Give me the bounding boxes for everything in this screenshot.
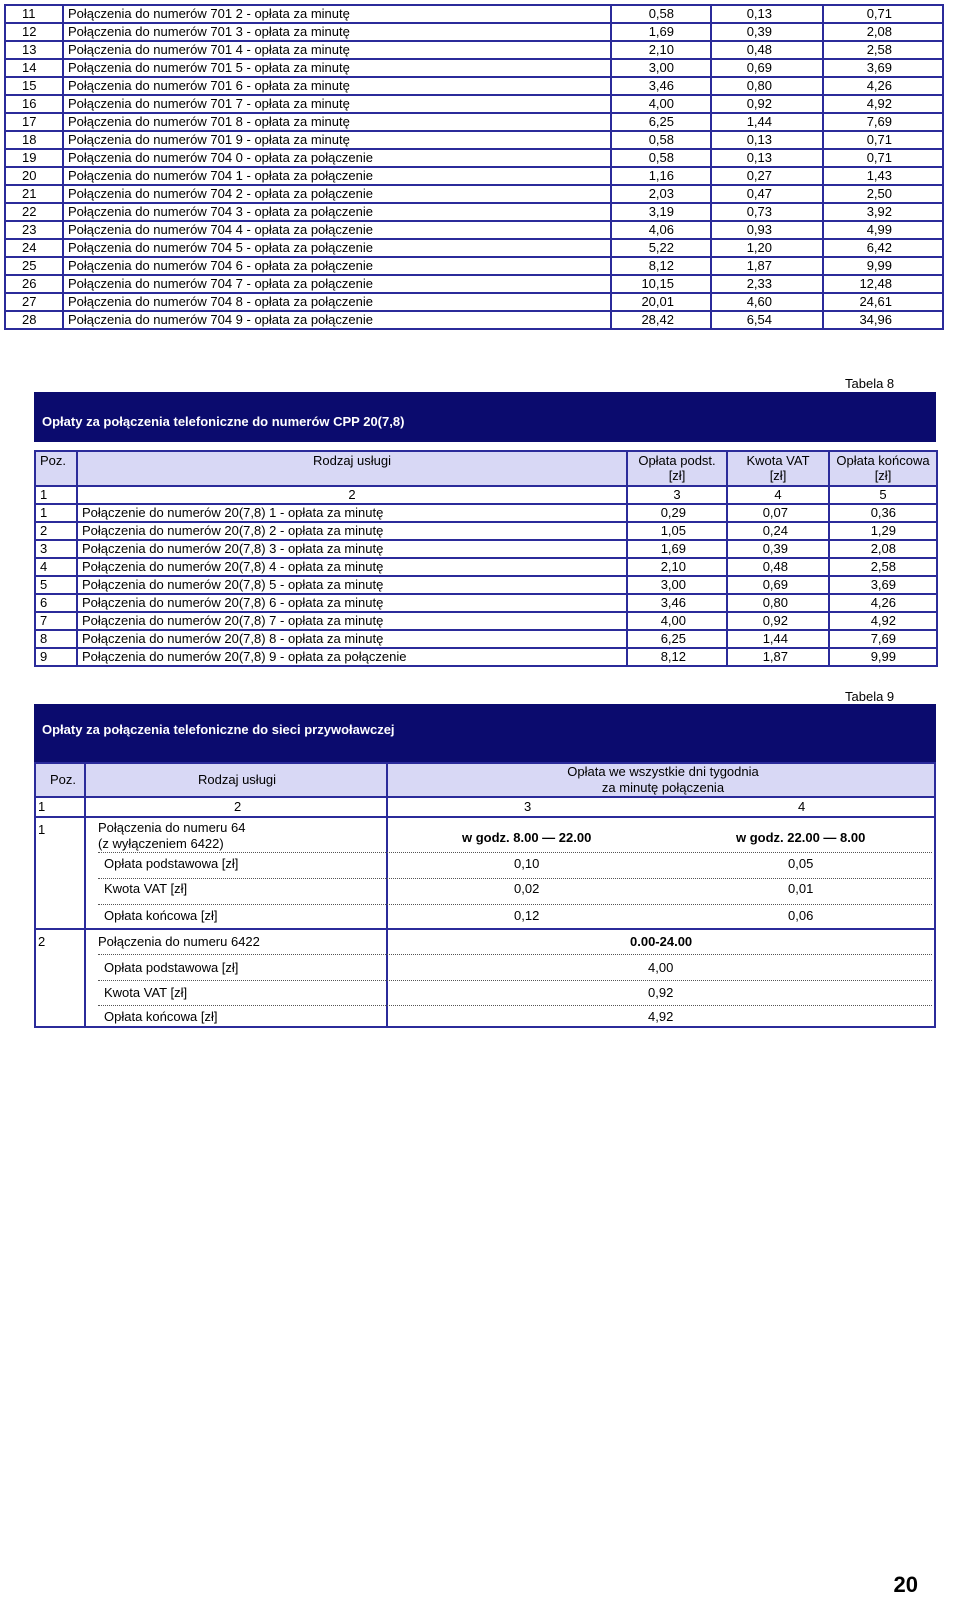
table-row xyxy=(5,95,943,113)
table-row xyxy=(35,594,937,612)
index-cell: 2 xyxy=(77,486,627,504)
table-row xyxy=(35,540,937,558)
row-service: Połączenia do numerów 20(7,8) 4 - opłata za minutę xyxy=(77,558,627,576)
t3-item2-period: 0.00-24.00 xyxy=(630,934,693,949)
row-final: 2,50 xyxy=(823,185,943,203)
row-final: 1,43 xyxy=(823,167,943,185)
row-pos: 1 xyxy=(35,504,77,522)
table-row xyxy=(5,23,943,41)
table-row xyxy=(5,239,943,257)
t3-item2-line-label: Opłata końcowa [zł] xyxy=(104,1009,218,1024)
row-vat: 0,07 xyxy=(727,504,829,522)
row-pos: 4 xyxy=(35,558,77,576)
row-service: Połączenia do numerów 20(7,8) 3 - opłata za minutę xyxy=(77,540,627,558)
row-service: Połączenia do numerów 704 0 - opłata za połączenie xyxy=(63,149,611,167)
rates-table-cpp xyxy=(34,450,938,667)
t3-item1-line-label: Kwota VAT [zł] xyxy=(104,881,188,896)
row-vat: 0,80 xyxy=(711,77,823,95)
index-cell: 1 xyxy=(38,799,46,814)
row-vat: 1,87 xyxy=(711,257,823,275)
row-service: Połączenia do numerów 701 3 - opłata za minutę xyxy=(63,23,611,41)
row-pos: 8 xyxy=(35,630,77,648)
row-vat: 0,27 xyxy=(711,167,823,185)
row-service: Połączenia do numerów 20(7,8) 7 - opłata za minutę xyxy=(77,612,627,630)
row-service: Połączenia do numerów 20(7,8) 2 - opłata za minutę xyxy=(77,522,627,540)
table-8-title-bar xyxy=(34,392,936,442)
row-service: Połączenia do numerów 704 5 - opłata za połączenie xyxy=(63,239,611,257)
row-pos: 13 xyxy=(5,41,63,59)
header-vat: Kwota VAT [zł] xyxy=(727,451,829,486)
table-row xyxy=(5,167,943,185)
page-number: 20 xyxy=(893,1572,918,1597)
row-final: 0,36 xyxy=(829,504,937,522)
row-final: 0,71 xyxy=(823,149,943,167)
row-base: 0,58 xyxy=(611,149,711,167)
row-vat: 6,54 xyxy=(711,311,823,329)
row-base: 3,00 xyxy=(611,59,711,77)
table-9-title-bar xyxy=(34,704,936,762)
row-base: 3,00 xyxy=(627,576,727,594)
row-base: 2,03 xyxy=(611,185,711,203)
row-final: 3,69 xyxy=(823,59,943,77)
row-pos: 15 xyxy=(5,77,63,95)
row-service: Połączenia do numerów 20(7,8) 5 - opłata za minutę xyxy=(77,576,627,594)
t3-header-pos: Poz. xyxy=(50,772,77,787)
row-vat: 0,48 xyxy=(727,558,829,576)
table-row xyxy=(35,522,937,540)
row-service: Połączenia do numerów 20(7,8) 6 - opłata za minutę xyxy=(77,594,627,612)
table-row xyxy=(35,576,937,594)
row-service: Połączenia do numerów 701 8 - opłata za minutę xyxy=(63,113,611,131)
row-pos: 7 xyxy=(35,612,77,630)
row-vat: 1,20 xyxy=(711,239,823,257)
header-service: Rodzaj usługi xyxy=(77,451,627,486)
row-vat: 4,60 xyxy=(711,293,823,311)
row-service: Połączenia do numerów 704 6 - opłata za połączenie xyxy=(63,257,611,275)
row-pos: 3 xyxy=(35,540,77,558)
t3-item1-period-day: w godz. 8.00 — 22.00 xyxy=(462,830,592,845)
row-pos: 27 xyxy=(5,293,63,311)
row-base: 4,00 xyxy=(627,612,727,630)
table-row xyxy=(5,257,943,275)
row-final: 1,29 xyxy=(829,522,937,540)
row-base: 6,25 xyxy=(627,630,727,648)
t3-item2-line-value: 4,92 xyxy=(648,1009,674,1024)
row-base: 3,46 xyxy=(611,77,711,95)
row-base: 6,25 xyxy=(611,113,711,131)
row-final: 9,99 xyxy=(829,648,937,666)
t3-item2-line-value: 0,92 xyxy=(648,985,674,1000)
row-base: 2,10 xyxy=(611,41,711,59)
t3-item1-line-value: 0,01 xyxy=(788,881,814,896)
row-vat: 0,92 xyxy=(727,612,829,630)
t3-item2-line-value: 4,00 xyxy=(648,960,674,975)
row-vat: 0,48 xyxy=(711,41,823,59)
row-vat: 0,47 xyxy=(711,185,823,203)
table-label-9: Tabela 9 xyxy=(845,689,895,704)
index-cell: 1 xyxy=(35,486,77,504)
row-base: 8,12 xyxy=(627,648,727,666)
row-base: 1,69 xyxy=(627,540,727,558)
header-pos: Poz. xyxy=(35,451,77,486)
row-base: 3,19 xyxy=(611,203,711,221)
row-final: 2,58 xyxy=(823,41,943,59)
row-pos: 18 xyxy=(5,131,63,149)
row-pos: 5 xyxy=(35,576,77,594)
index-cell: 2 xyxy=(234,799,242,814)
row-final: 4,99 xyxy=(823,221,943,239)
row-vat: 1,44 xyxy=(711,113,823,131)
row-pos: 26 xyxy=(5,275,63,293)
row-pos: 17 xyxy=(5,113,63,131)
t3-header-all-days: Opłata we wszystkie dni tygodnia za minutę połączenia xyxy=(567,764,759,795)
row-vat: 0,69 xyxy=(727,576,829,594)
row-base: 0,58 xyxy=(611,131,711,149)
row-base: 3,46 xyxy=(627,594,727,612)
row-base: 10,15 xyxy=(611,275,711,293)
row-pos: 6 xyxy=(35,594,77,612)
row-service: Połączenia do numerów 704 4 - opłata za połączenie xyxy=(63,221,611,239)
table-row xyxy=(5,185,943,203)
row-final: 9,99 xyxy=(823,257,943,275)
row-vat: 2,33 xyxy=(711,275,823,293)
table-row xyxy=(35,612,937,630)
table-row xyxy=(5,203,943,221)
row-service: Połączenia do numerów 704 2 - opłata za połączenie xyxy=(63,185,611,203)
table-row xyxy=(5,59,943,77)
row-vat: 0,39 xyxy=(727,540,829,558)
row-vat: 0,13 xyxy=(711,131,823,149)
t3-item1-line-value: 0,05 xyxy=(788,856,814,871)
table-row xyxy=(35,558,937,576)
row-pos: 2 xyxy=(35,522,77,540)
t3-header-service: Rodzaj usługi xyxy=(198,772,277,787)
row-service: Połączenia do numerów 704 9 - opłata za połączenie xyxy=(63,311,611,329)
row-base: 4,00 xyxy=(611,95,711,113)
row-base: 1,05 xyxy=(627,522,727,540)
table-row xyxy=(35,504,937,522)
row-vat: 0,13 xyxy=(711,149,823,167)
row-vat: 0,24 xyxy=(727,522,829,540)
row-pos: 20 xyxy=(5,167,63,185)
row-pos: 12 xyxy=(5,23,63,41)
row-final: 2,58 xyxy=(829,558,937,576)
row-final: 0,71 xyxy=(823,5,943,23)
table-row xyxy=(5,221,943,239)
row-final: 7,69 xyxy=(823,113,943,131)
row-final: 34,96 xyxy=(823,311,943,329)
row-final: 24,61 xyxy=(823,293,943,311)
row-pos: 21 xyxy=(5,185,63,203)
row-service: Połączenia do numerów 701 2 - opłata za minutę xyxy=(63,5,611,23)
header-final: Opłata końcowa [zł] xyxy=(829,451,937,486)
row-pos: 11 xyxy=(5,5,63,23)
row-service: Połączenie do numerów 20(7,8) 1 - opłata za minutę xyxy=(77,504,627,522)
row-service: Połączenia do numerów 701 9 - opłata za minutę xyxy=(63,131,611,149)
row-service: Połączenia do numerów 701 4 - opłata za minutę xyxy=(63,41,611,59)
row-base: 1,69 xyxy=(611,23,711,41)
row-service: Połączenia do numerów 704 8 - opłata za połączenie xyxy=(63,293,611,311)
table-9-title: Opłaty za połączenia telefoniczne do sieci przywoławczej xyxy=(42,722,395,737)
t3-item1-line-label: Opłata końcowa [zł] xyxy=(104,908,218,923)
row-base: 0,29 xyxy=(627,504,727,522)
row-pos: 14 xyxy=(5,59,63,77)
index-cell: 3 xyxy=(524,799,532,814)
t3-item2-line-label: Kwota VAT [zł] xyxy=(104,985,188,1000)
row-vat: 0,93 xyxy=(711,221,823,239)
table-row xyxy=(5,311,943,329)
row-pos: 19 xyxy=(5,149,63,167)
row-final: 7,69 xyxy=(829,630,937,648)
table-row xyxy=(5,293,943,311)
row-base: 2,10 xyxy=(627,558,727,576)
row-pos: 28 xyxy=(5,311,63,329)
t3-item1-pos: 1 xyxy=(38,822,46,837)
row-final: 4,92 xyxy=(829,612,937,630)
index-cell: 3 xyxy=(627,486,727,504)
row-base: 1,16 xyxy=(611,167,711,185)
row-service: Połączenia do numerów 701 6 - opłata za minutę xyxy=(63,77,611,95)
row-base: 28,42 xyxy=(611,311,711,329)
row-vat: 0,73 xyxy=(711,203,823,221)
index-cell: 4 xyxy=(727,486,829,504)
row-service: Połączenia do numerów 704 3 - opłata za połączenie xyxy=(63,203,611,221)
row-final: 2,08 xyxy=(829,540,937,558)
t3-item1-period-night: w godz. 22.00 — 8.00 xyxy=(736,830,866,845)
row-final: 4,92 xyxy=(823,95,943,113)
index-cell: 4 xyxy=(798,799,806,814)
row-base: 20,01 xyxy=(611,293,711,311)
table-row xyxy=(5,5,943,23)
t3-item2-name: Połączenia do numeru 6422 xyxy=(98,934,260,949)
table-8-title: Opłaty za połączenia telefoniczne do numerów CPP 20(7,8) xyxy=(42,414,405,429)
table-row xyxy=(35,630,937,648)
t3-item1-name: Połączenia do numeru 64 (z wyłączeniem 6422) xyxy=(98,820,246,851)
row-final: 3,92 xyxy=(823,203,943,221)
row-service: Połączenia do numerów 704 7 - opłata za połączenie xyxy=(63,275,611,293)
row-service: Połączenia do numerów 701 5 - opłata za minutę xyxy=(63,59,611,77)
table-row xyxy=(35,648,937,666)
t3-item1-line-value: 0,02 xyxy=(514,881,540,896)
row-base: 5,22 xyxy=(611,239,711,257)
row-service: Połączenia do numerów 20(7,8) 9 - opłata za połączenie xyxy=(77,648,627,666)
row-final: 12,48 xyxy=(823,275,943,293)
row-vat: 1,44 xyxy=(727,630,829,648)
row-vat: 1,87 xyxy=(727,648,829,666)
rates-table-701-704 xyxy=(4,4,944,330)
rates-table-paging xyxy=(34,762,936,1028)
row-final: 6,42 xyxy=(823,239,943,257)
row-pos: 24 xyxy=(5,239,63,257)
table-label-8: Tabela 8 xyxy=(845,376,895,391)
row-pos: 16 xyxy=(5,95,63,113)
t3-item1-line-value: 0,10 xyxy=(514,856,540,871)
row-vat: 0,39 xyxy=(711,23,823,41)
row-pos: 22 xyxy=(5,203,63,221)
row-pos: 23 xyxy=(5,221,63,239)
table-row xyxy=(5,149,943,167)
table-8-index-row xyxy=(35,486,937,504)
table-row xyxy=(5,113,943,131)
table-row xyxy=(5,275,943,293)
row-service: Połączenia do numerów 20(7,8) 8 - opłata za minutę xyxy=(77,630,627,648)
row-final: 4,26 xyxy=(823,77,943,95)
row-vat: 0,80 xyxy=(727,594,829,612)
row-service: Połączenia do numerów 701 7 - opłata za minutę xyxy=(63,95,611,113)
table-row xyxy=(5,41,943,59)
table-row xyxy=(5,77,943,95)
table-row xyxy=(5,131,943,149)
row-pos: 25 xyxy=(5,257,63,275)
header-base: Opłata podst. [zł] xyxy=(627,451,727,486)
row-vat: 0,13 xyxy=(711,5,823,23)
row-final: 2,08 xyxy=(823,23,943,41)
row-final: 4,26 xyxy=(829,594,937,612)
t3-item1-line-label: Opłata podstawowa [zł] xyxy=(104,856,239,871)
row-base: 8,12 xyxy=(611,257,711,275)
t3-item1-line-value: 0,12 xyxy=(514,908,540,923)
row-vat: 0,69 xyxy=(711,59,823,77)
row-final: 3,69 xyxy=(829,576,937,594)
t3-item1-line-value: 0,06 xyxy=(788,908,814,923)
row-service: Połączenia do numerów 704 1 - opłata za połączenie xyxy=(63,167,611,185)
t3-item2-pos: 2 xyxy=(38,934,46,949)
table-8-header-row xyxy=(35,451,937,486)
t3-item2-line-label: Opłata podstawowa [zł] xyxy=(104,960,239,975)
row-base: 0,58 xyxy=(611,5,711,23)
row-final: 0,71 xyxy=(823,131,943,149)
index-cell: 5 xyxy=(829,486,937,504)
row-vat: 0,92 xyxy=(711,95,823,113)
row-pos: 9 xyxy=(35,648,77,666)
row-base: 4,06 xyxy=(611,221,711,239)
